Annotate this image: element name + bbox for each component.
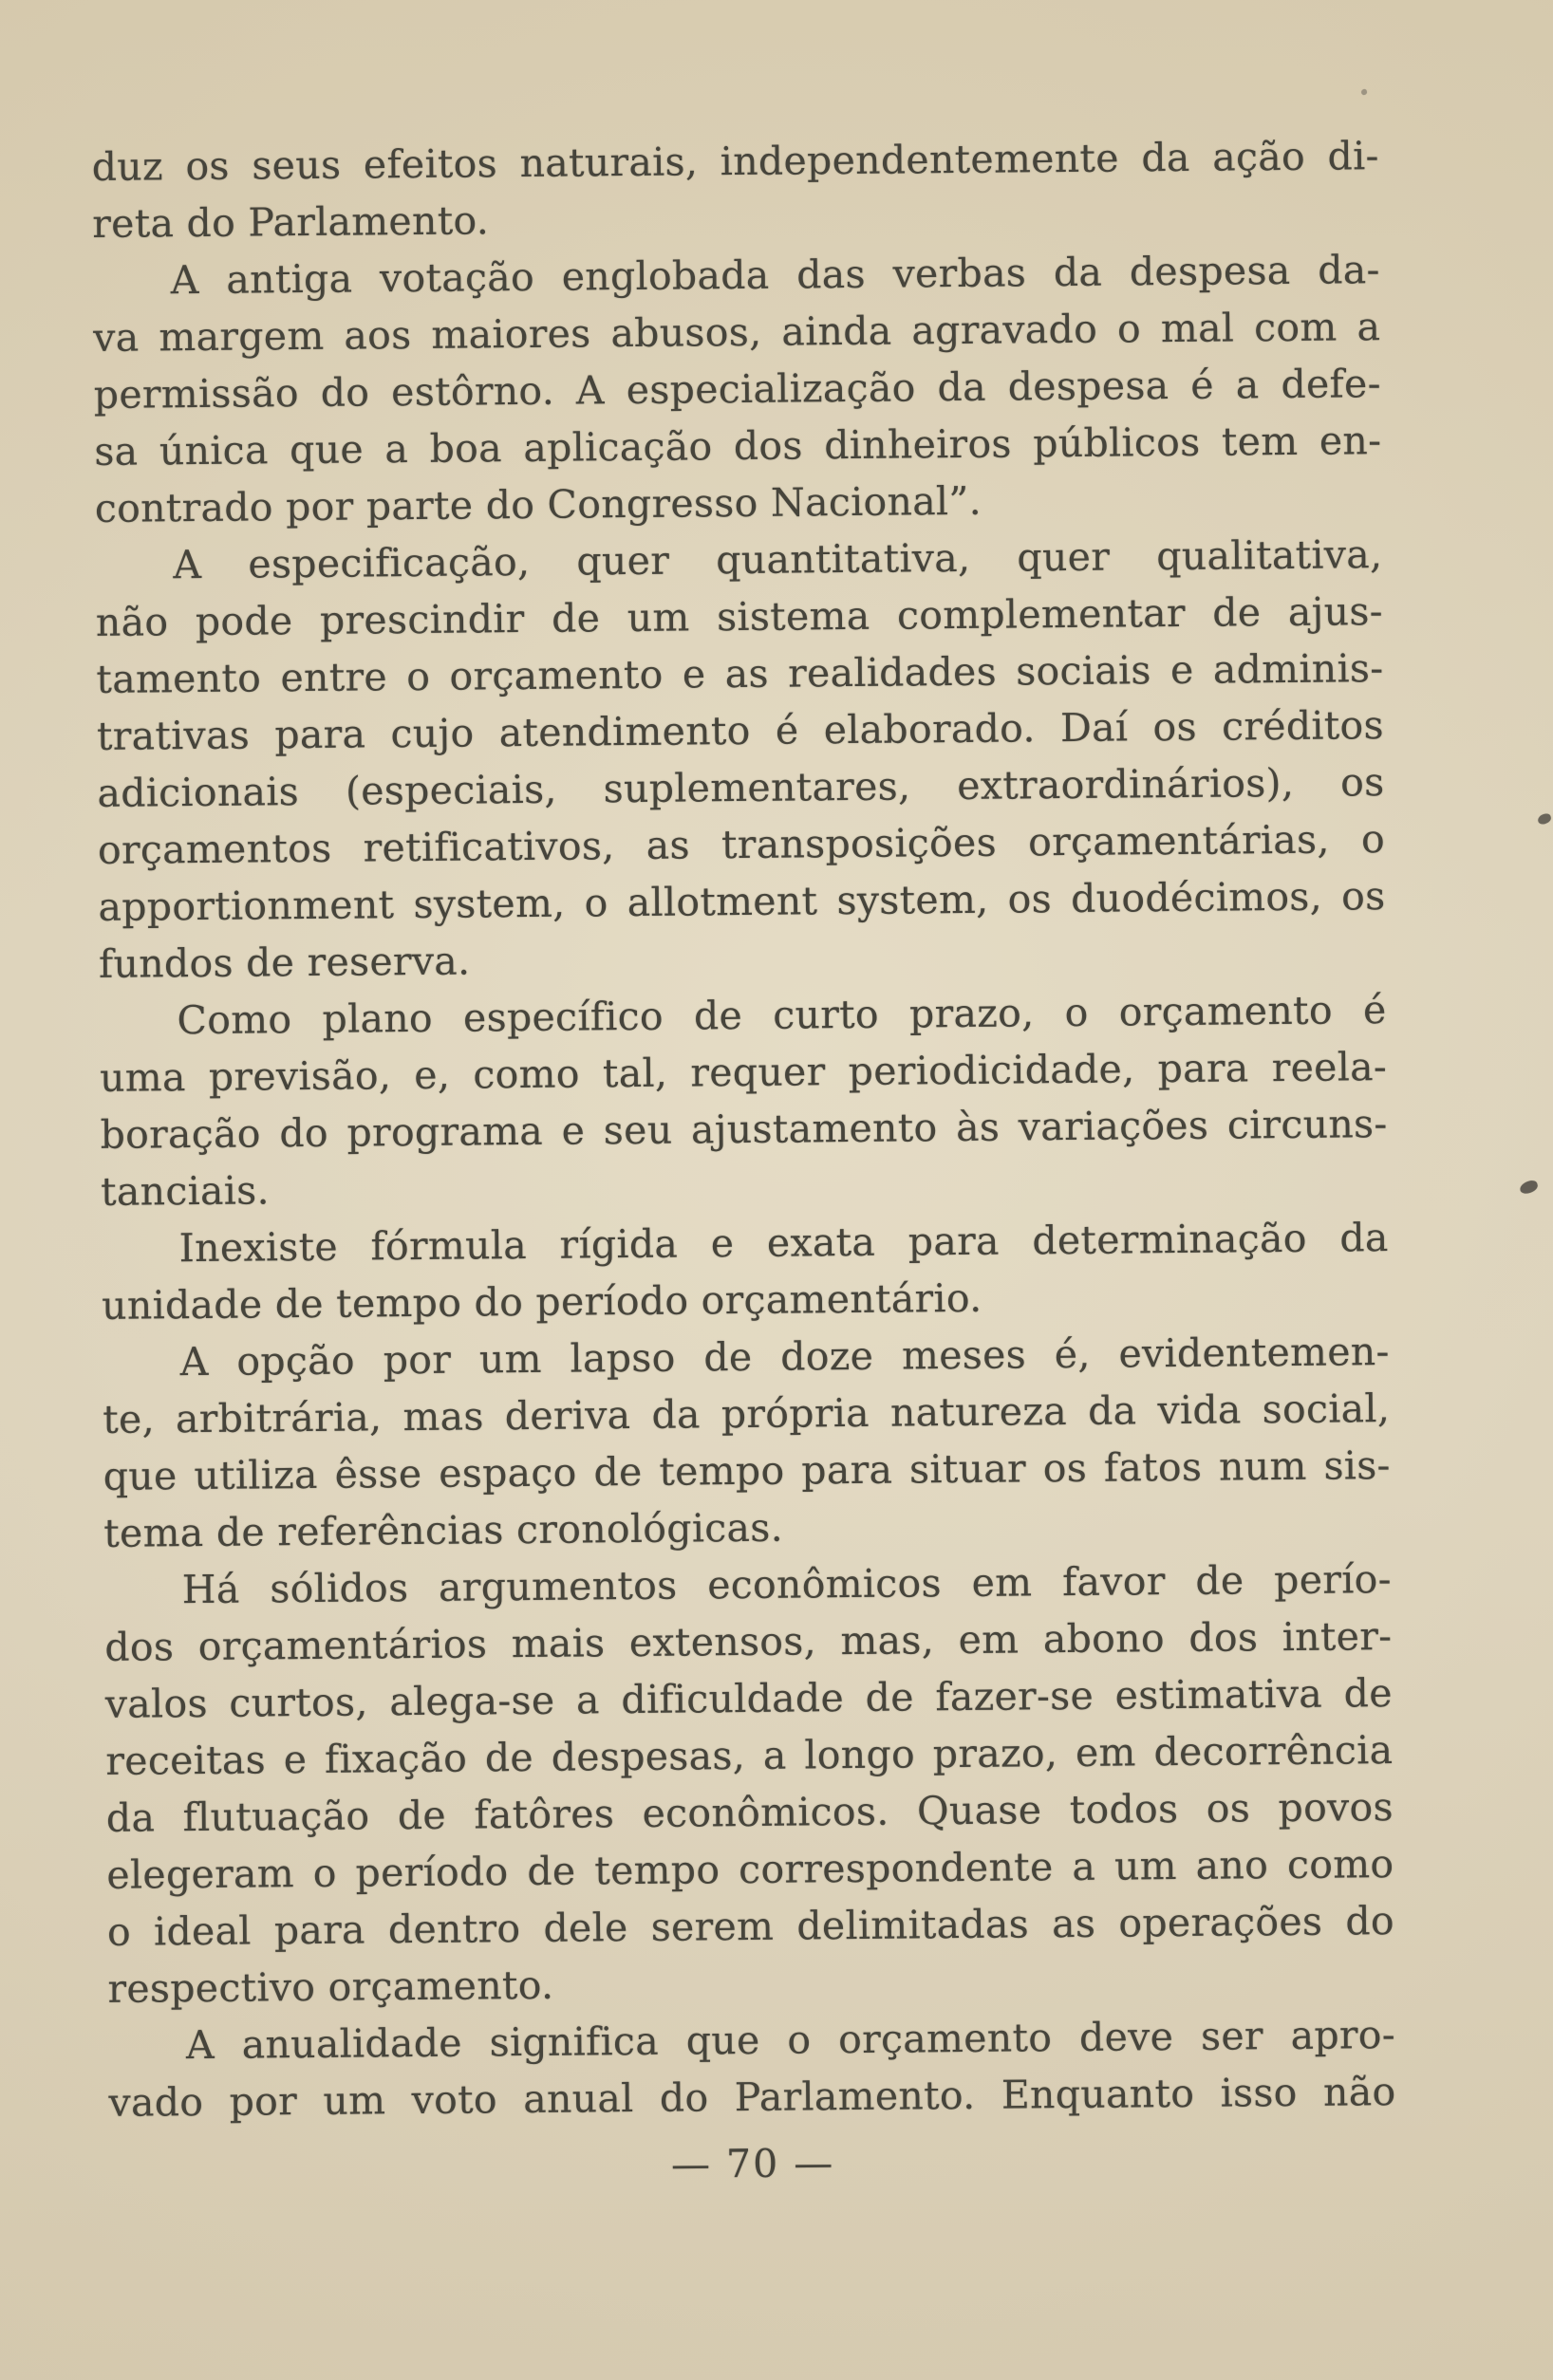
paragraph bbox=[95, 526, 1386, 993]
text-line: valos curtos, alega-se a dificuldade de fazer-se estimativa de bbox=[104, 1670, 1394, 1727]
text-line: uma previsão, e, como tal, requer periodicidade, para reela- bbox=[99, 1044, 1388, 1101]
ink-speck bbox=[1537, 812, 1552, 826]
paragraph bbox=[102, 1323, 1391, 1562]
text-line: boração do programa e seu ajustamento às variações circuns- bbox=[100, 1101, 1388, 1158]
text-line: duz os seus efeitos naturais, independentemente da ação di- bbox=[91, 133, 1379, 190]
text-line: apportionment system, o allotment system, os duodécimos, os bbox=[98, 873, 1386, 930]
text-line: elegeram o período de tempo correspondente a um ano como bbox=[106, 1841, 1394, 1898]
text-line: não pode prescindir de um sistema complementar de ajus- bbox=[95, 588, 1384, 645]
text-line: o ideal para dentro dele serem delimitadas as operações do bbox=[106, 1898, 1395, 1955]
text-line: unidade de tempo do período orçamentário. bbox=[101, 1274, 982, 1329]
text-line: da flutuação de fatôres econômicos. Quase todos os povos bbox=[105, 1784, 1394, 1841]
text-line: vado por um voto anual do Parlamento. Enquanto isso não bbox=[108, 2069, 1396, 2126]
paragraph bbox=[92, 241, 1382, 537]
text-line: respectivo orçamento. bbox=[107, 1962, 554, 2012]
text-line: dos orçamentários mais extensos, mas, em abono dos inter- bbox=[104, 1613, 1393, 1670]
paragraph bbox=[108, 2006, 1396, 2131]
ink-speck bbox=[1360, 88, 1368, 96]
paragraph bbox=[104, 1551, 1395, 2017]
text-line: que utiliza êsse espaço de tempo para situar os fatos num sis- bbox=[103, 1442, 1391, 1499]
page-number: — 70 — bbox=[670, 2140, 835, 2187]
text-line: A opção por um lapso de doze meses é, evidentemen- bbox=[179, 1329, 1390, 1385]
body-paragraphs bbox=[91, 127, 1395, 2131]
paragraph bbox=[101, 1209, 1389, 1334]
text-line: tanciais. bbox=[100, 1167, 271, 1215]
text-line: sa única que a boa aplicação dos dinheiros públicos tem en- bbox=[94, 418, 1382, 474]
text-line: reta do Parlamento. bbox=[92, 197, 490, 247]
text-line: adicionais (especiais, suplementares, extraordinários), os bbox=[97, 759, 1385, 816]
text-line: receitas e fixação de despesas, a longo prazo, em decorrência bbox=[105, 1727, 1394, 1784]
text-line: Como plano específico de curto prazo, o orçamento é bbox=[177, 987, 1387, 1044]
text-line: permissão do estôrno. A especialização da despesa é a defe- bbox=[93, 361, 1381, 418]
text-line: fundos de reserva. bbox=[98, 938, 471, 987]
text-line: A anualidade significa que o orçamento deve ser apro- bbox=[185, 2012, 1396, 2069]
ink-speck bbox=[1519, 1179, 1540, 1195]
text-line: tema de referências cronológicas. bbox=[103, 1504, 784, 1556]
text-line: A antiga votação englobada das verbas da despesa da- bbox=[170, 247, 1380, 304]
text-line: Inexiste fórmula rígida e exata para determinação da bbox=[178, 1215, 1389, 1272]
paragraph bbox=[91, 127, 1379, 252]
text-line: te, arbitrária, mas deriva da própria natureza da vida social, bbox=[103, 1385, 1391, 1442]
text-line: orçamentos retificativos, as transposições orçamentárias, o bbox=[97, 816, 1386, 873]
text-line: va margem aos maiores abusos, ainda agravado o mal com a bbox=[93, 304, 1381, 361]
text-line: Há sólidos argumentos econômicos em favor de perío- bbox=[181, 1556, 1392, 1613]
text-line: contrado por parte do Congresso Nacional”. bbox=[94, 477, 982, 531]
text-line: trativas para cujo atendimento é elaborado. Daí os créditos bbox=[96, 702, 1385, 759]
text-block bbox=[91, 127, 1396, 2198]
paragraph bbox=[99, 981, 1388, 1220]
text-line: A especificação, quer quantitativa, quer qualitativa, bbox=[173, 531, 1383, 588]
text-line: tamento entre o orçamento e as realidades sociais e adminis- bbox=[96, 645, 1384, 702]
